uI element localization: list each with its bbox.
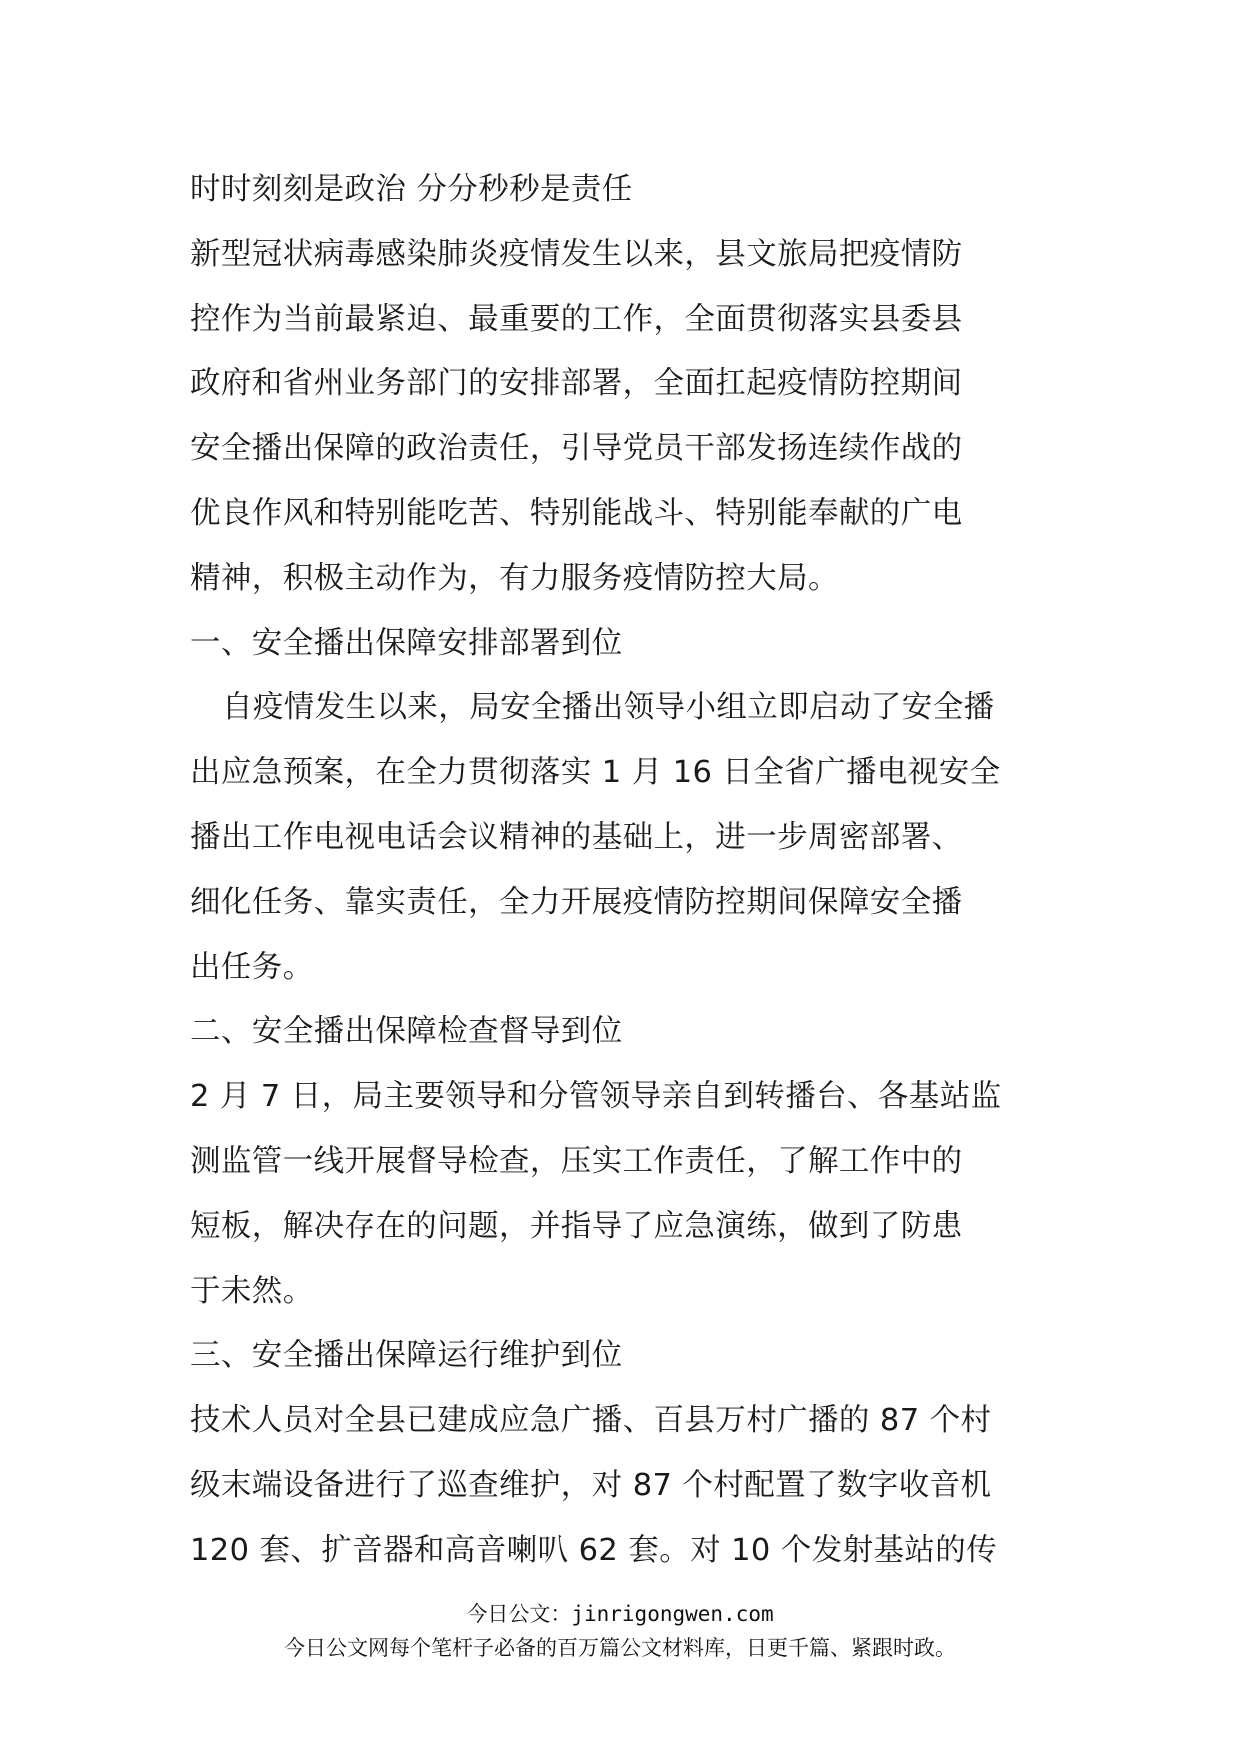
paragraph-line: 政府和省州业务部门的安排部署，全面扛起疫情防控期间 [190, 366, 963, 402]
paragraph-line: 短板，解决存在的问题，并指导了应急演练，做到了防患 [190, 1208, 963, 1244]
paragraph-line: 播出工作电视电话会议精神的基础上，进一步周密部署、 [190, 819, 963, 855]
paragraph-line: 控作为当前最紧迫、最重要的工作，全面贯彻落实县委县 [190, 301, 963, 337]
paragraph-line: 技术人员对全县已建成应急广播、百县万村广播的 87 个村 [190, 1403, 992, 1439]
footer-label: 今日公文： [466, 1602, 572, 1626]
paragraph-line: 细化任务、靠实责任，全力开展疫情防控期间保障安全播 [190, 884, 963, 920]
paragraph-line: 新型冠状病毒感染肺炎疫情发生以来，县文旅局把疫情防 [190, 236, 963, 272]
section-heading: 三、安全播出保障运行维护到位 [190, 1338, 623, 1374]
footer-tagline: 今日公文网每个笔杆子必备的百万篇公文材料库，日更千篇、紧跟时政。 [284, 1636, 956, 1660]
paragraph-line: 优良作风和特别能吃苦、特别能战斗、特别能奉献的广电 [190, 495, 963, 531]
footer-site-link[interactable]: jinrigongwen.com [571, 1602, 774, 1626]
paragraph-line: 2 月 7 日，局主要领导和分管领导亲自到转播台、各基站监 [190, 1079, 1002, 1115]
section-heading: 一、安全播出保障安排部署到位 [190, 625, 623, 661]
footer-source [0, 1598, 1240, 1628]
paragraph-line: 自疫情发生以来，局安全播出领导小组立即启动了安全播 [222, 690, 995, 726]
section-heading: 二、安全播出保障检查督导到位 [190, 1014, 623, 1050]
paragraph-line: 于未然。 [190, 1273, 314, 1309]
paragraph-line: 精神，积极主动作为，有力服务疫情防控大局。 [190, 560, 839, 596]
paragraph-line: 安全播出保障的政治责任，引导党员干部发扬连续作战的 [190, 431, 963, 467]
paragraph-line: 级末端设备进行了巡查维护，对 87 个村配置了数字收音机 [190, 1467, 992, 1503]
paragraph-line: 出任务。 [190, 949, 314, 985]
paragraph-line: 测监管一线开展督导检查，压实工作责任，了解工作中的 [190, 1143, 963, 1179]
paragraph-line: 出应急预案，在全力贯彻落实 1 月 16 日全省广播电视安全 [190, 755, 1001, 791]
paragraph-line: 120 套、扩音器和高音喇叭 62 套。对 10 个发射基站的传 [190, 1532, 998, 1568]
document-title: 时时刻刻是政治 分分秒秒是责任 [190, 172, 633, 207]
document-body [190, 158, 1060, 1584]
